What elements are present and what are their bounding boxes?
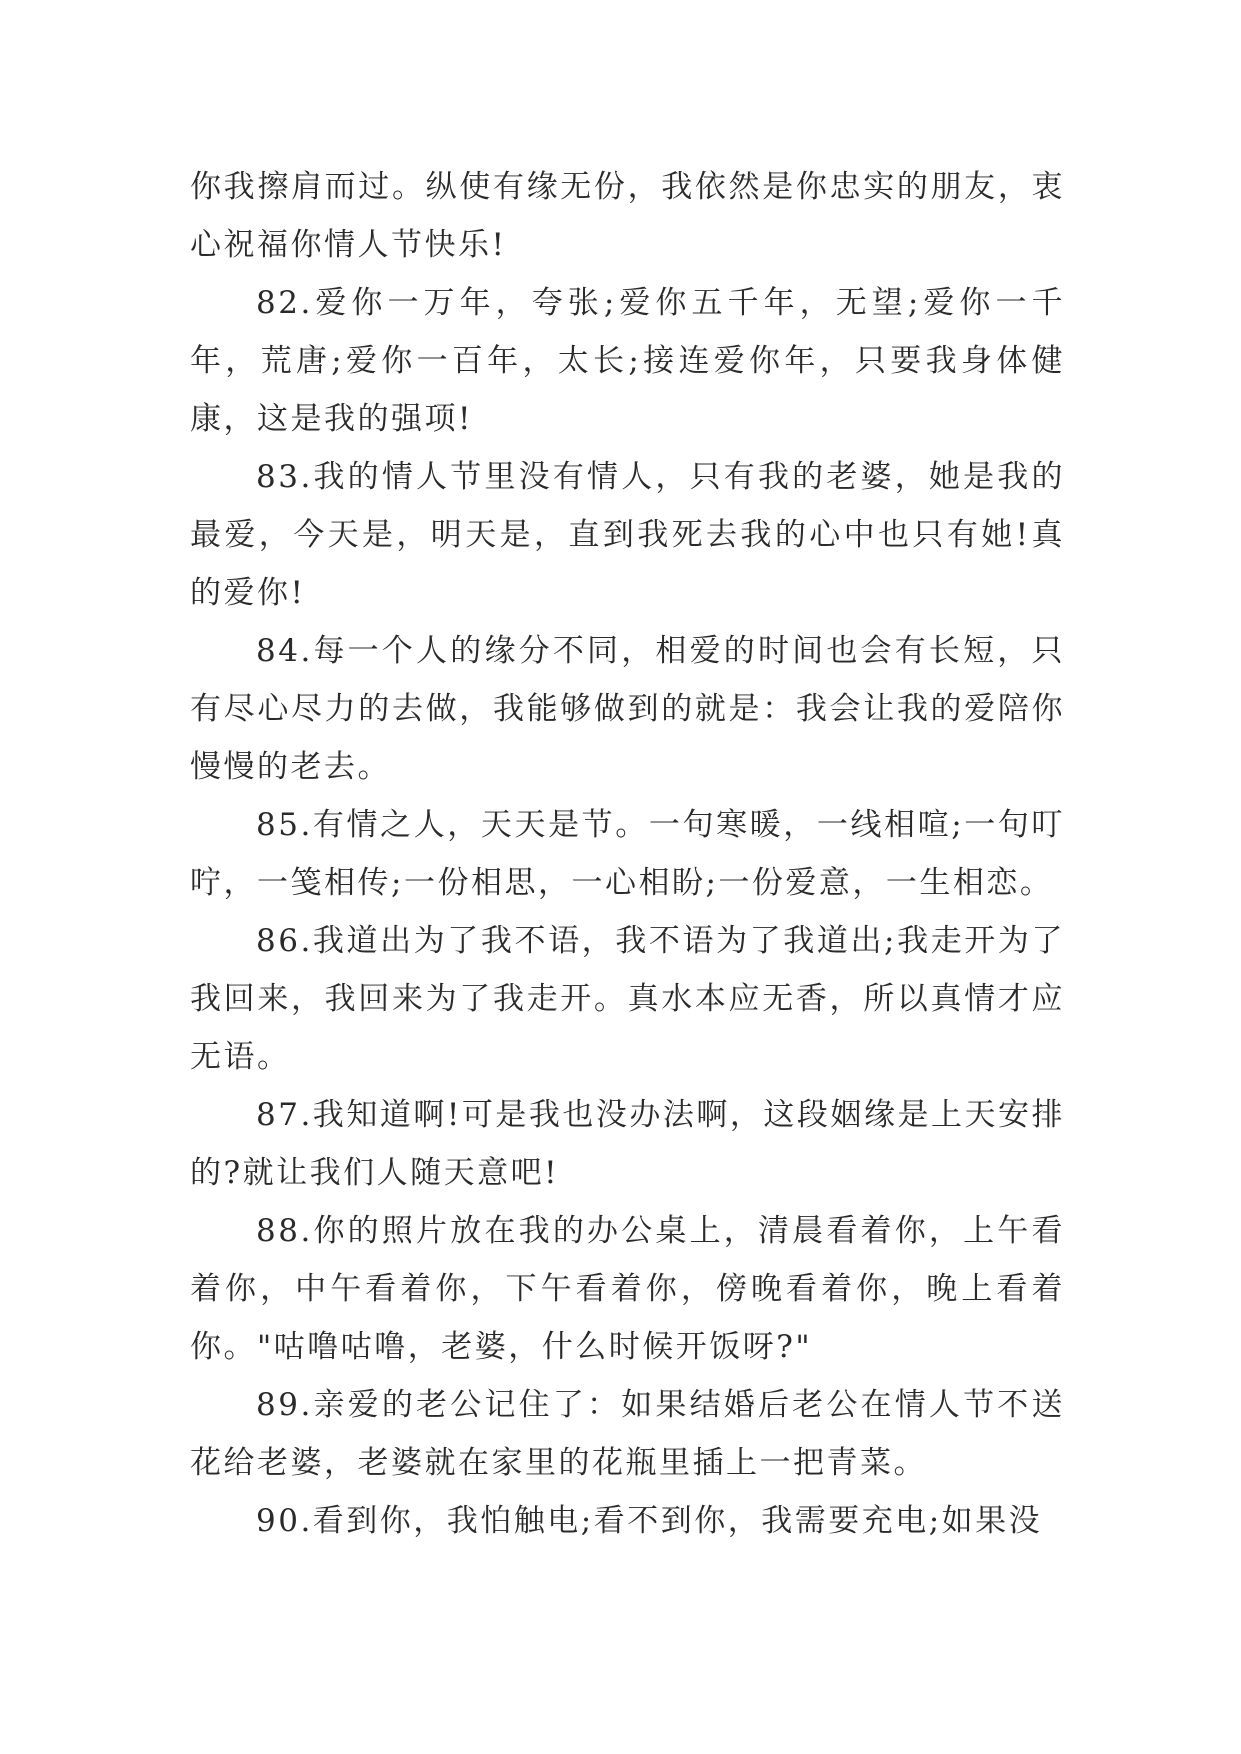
paragraph-item-89: 89.亲爱的老公记住了：如果结婚后老公在情人节不送花给老婆，老婆就在家里的花瓶里插上一把青菜。	[190, 1387, 1065, 1481]
paragraph-item-86: 86.我道出为了我不语，我不语为了我道出;我走开为了我回来，我回来为了我走开。真水本应无香，所以真情才应无语。	[190, 923, 1065, 1075]
paragraph-item-85: 85.有情之人，天天是节。一句寒暖，一线相喧;一句叮咛，一笺相传;一份相思，一心相盼;一份爱意，一生相恋。	[190, 807, 1065, 901]
paragraph-item-82: 82.爱你一万年，夸张;爱你五千年，无望;爱你一千年，荒唐;爱你一百年，太长;接连爱你年，只要我身体健康，这是我的强项!	[190, 285, 1065, 437]
paragraph-item-83: 83.我的情人节里没有情人，只有我的老婆，她是我的最爱，今天是，明天是，直到我死去我的心中也只有她!真的爱你!	[190, 459, 1065, 611]
paragraph-item-90: 90.看到你，我怕触电;看不到你，我需要充电;如果没	[256, 1503, 1043, 1539]
paragraph-item-88: 88.你的照片放在我的办公桌上，清晨看着你，上午看着你，中午看着你，下午看着你，傍晚看着你，晚上看着你。"咕噜咕噜，老婆，什么时候开饭呀?"	[190, 1213, 1065, 1365]
paragraph-item-87: 87.我知道啊!可是我也没办法啊，这段姻缘是上天安排的?就让我们人随天意吧!	[190, 1097, 1065, 1191]
document-page	[190, 158, 1065, 1550]
paragraph-continued: 你我擦肩而过。纵使有缘无份，我依然是你忠实的朋友，衷心祝福你情人节快乐!	[190, 169, 1065, 263]
paragraph-item-84: 84.每一个人的缘分不同，相爱的时间也会有长短，只有尽心尽力的去做，我能够做到的就是：我会让我的爱陪你慢慢的老去。	[190, 633, 1065, 785]
